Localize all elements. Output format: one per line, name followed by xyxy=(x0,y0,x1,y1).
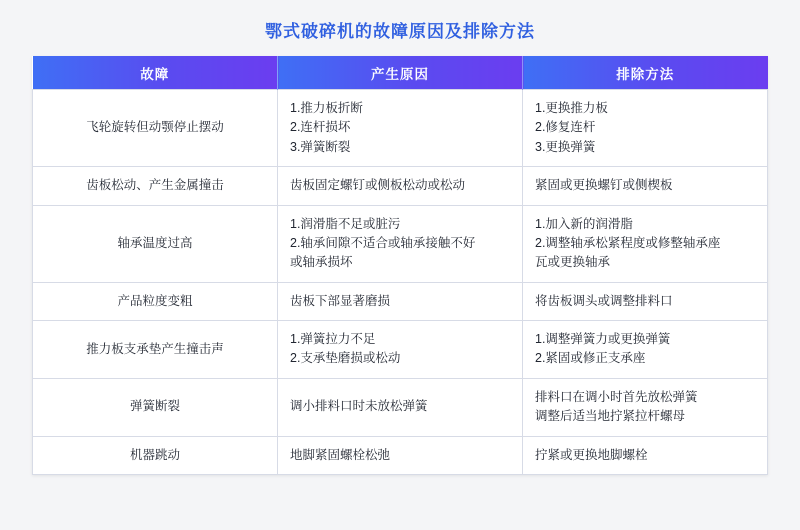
cell-cause-text xyxy=(290,330,510,369)
fault-cause-remedy-table xyxy=(32,56,768,475)
text-line: 2.调整轴承松紧程度或修整轴承座 xyxy=(535,235,721,250)
cell-remedy xyxy=(523,167,768,205)
table-row xyxy=(33,378,768,436)
cell-remedy-text xyxy=(535,292,755,311)
text-line: 2.轴承间隙不适合或轴承接触不好 xyxy=(290,235,476,250)
cell-cause-text xyxy=(290,99,510,157)
cell-remedy-text xyxy=(535,388,755,427)
text-line: 紧固或更换螺钉或侧楔板 xyxy=(535,178,673,193)
text-line: 1.推力板折断 xyxy=(290,101,363,115)
cell-cause xyxy=(278,282,523,320)
text-line: 排料口在调小时首先放松弹簧 xyxy=(535,389,698,404)
text-line: 1.加入新的润滑脂 xyxy=(535,216,633,231)
text-line: 齿板固定螺钉或侧板松动或松动 xyxy=(290,178,466,193)
table-row xyxy=(33,205,768,282)
text-line: 2.紧固或修正支承座 xyxy=(535,351,646,366)
cell-remedy xyxy=(523,205,768,282)
text-line: 轴承温度过高 xyxy=(117,235,193,250)
cell-fault-text xyxy=(45,397,265,416)
page-title: 鄂式破碎机的故障原因及排除方法 xyxy=(265,22,535,41)
cell-fault xyxy=(33,205,278,282)
table-row xyxy=(33,167,768,205)
cell-fault xyxy=(33,167,278,205)
text-line: 3.弹簧断裂 xyxy=(290,139,351,154)
cell-fault-text xyxy=(45,446,265,465)
cell-fault-text xyxy=(45,176,265,195)
text-line: 1.弹簧拉力不足 xyxy=(290,332,376,346)
column-header-fault: 故障 xyxy=(33,56,278,90)
cell-remedy-text xyxy=(535,99,755,157)
cell-cause xyxy=(278,205,523,282)
cell-fault-text xyxy=(45,234,265,253)
text-line: 1.调整弹簧力或更换弹簧 xyxy=(535,332,671,346)
cell-remedy-text xyxy=(535,215,755,273)
text-line: 2.连杆损坏 xyxy=(290,120,351,135)
cell-remedy xyxy=(523,436,768,474)
text-line: 产品粒度变粗 xyxy=(117,293,193,308)
text-line: 调整后适当地拧紧拉杆螺母 xyxy=(535,409,686,424)
table-row xyxy=(33,282,768,320)
table-body xyxy=(33,90,768,475)
text-line: 地脚紧固螺栓松弛 xyxy=(290,447,391,462)
text-line: 或轴承损坏 xyxy=(290,255,353,270)
cell-fault xyxy=(33,436,278,474)
text-line: 调小排料口时未放松弹簧 xyxy=(290,399,428,414)
text-line: 1.更换推力板 xyxy=(535,101,608,115)
cell-fault xyxy=(33,90,278,167)
cell-cause-text xyxy=(290,397,510,416)
cell-remedy xyxy=(523,282,768,320)
cell-fault xyxy=(33,321,278,379)
text-line: 弹簧断裂 xyxy=(129,399,180,414)
text-line: 2.修复连杆 xyxy=(535,120,596,135)
text-line: 瓦或更换轴承 xyxy=(535,255,611,270)
cell-cause-text xyxy=(290,446,510,465)
text-line: 推力板支承垫产生撞击声 xyxy=(86,341,224,356)
table-row xyxy=(33,90,768,167)
text-line: 1.润滑脂不足或脏污 xyxy=(290,216,401,231)
text-line: 3.更换弹簧 xyxy=(535,139,596,154)
table-row xyxy=(33,436,768,474)
column-header-cause: 产生原因 xyxy=(278,56,523,90)
cell-fault xyxy=(33,282,278,320)
cell-cause-text xyxy=(290,176,510,195)
text-line: 飞轮旋转但动颚停止摆动 xyxy=(86,120,224,135)
cell-cause xyxy=(278,321,523,379)
cell-remedy xyxy=(523,378,768,436)
cell-cause xyxy=(278,167,523,205)
text-line: 拧紧或更换地脚螺栓 xyxy=(535,447,648,462)
cell-cause xyxy=(278,436,523,474)
cell-fault-text xyxy=(45,340,265,359)
table-header-row xyxy=(33,56,768,90)
column-header-remedy: 排除方法 xyxy=(523,56,768,90)
cell-fault xyxy=(33,378,278,436)
table-row xyxy=(33,321,768,379)
cell-fault-text xyxy=(45,118,265,137)
cell-remedy-text xyxy=(535,330,755,369)
cell-remedy xyxy=(523,90,768,167)
text-line: 齿板下部显著磨损 xyxy=(290,293,391,308)
text-line: 齿板松动、产生金属撞击 xyxy=(86,178,224,193)
cell-fault-text xyxy=(45,292,265,311)
cell-cause-text xyxy=(290,215,510,273)
cell-remedy-text xyxy=(535,176,755,195)
text-line: 2.支承垫磨损或松动 xyxy=(290,351,401,366)
text-line: 机器跳动 xyxy=(129,447,180,462)
table-header xyxy=(33,56,768,90)
cell-cause xyxy=(278,90,523,167)
cell-remedy-text xyxy=(535,446,755,465)
cell-cause-text xyxy=(290,292,510,311)
text-line: 将齿板调头或调整排料口 xyxy=(535,293,673,308)
cell-remedy xyxy=(523,321,768,379)
cell-cause xyxy=(278,378,523,436)
